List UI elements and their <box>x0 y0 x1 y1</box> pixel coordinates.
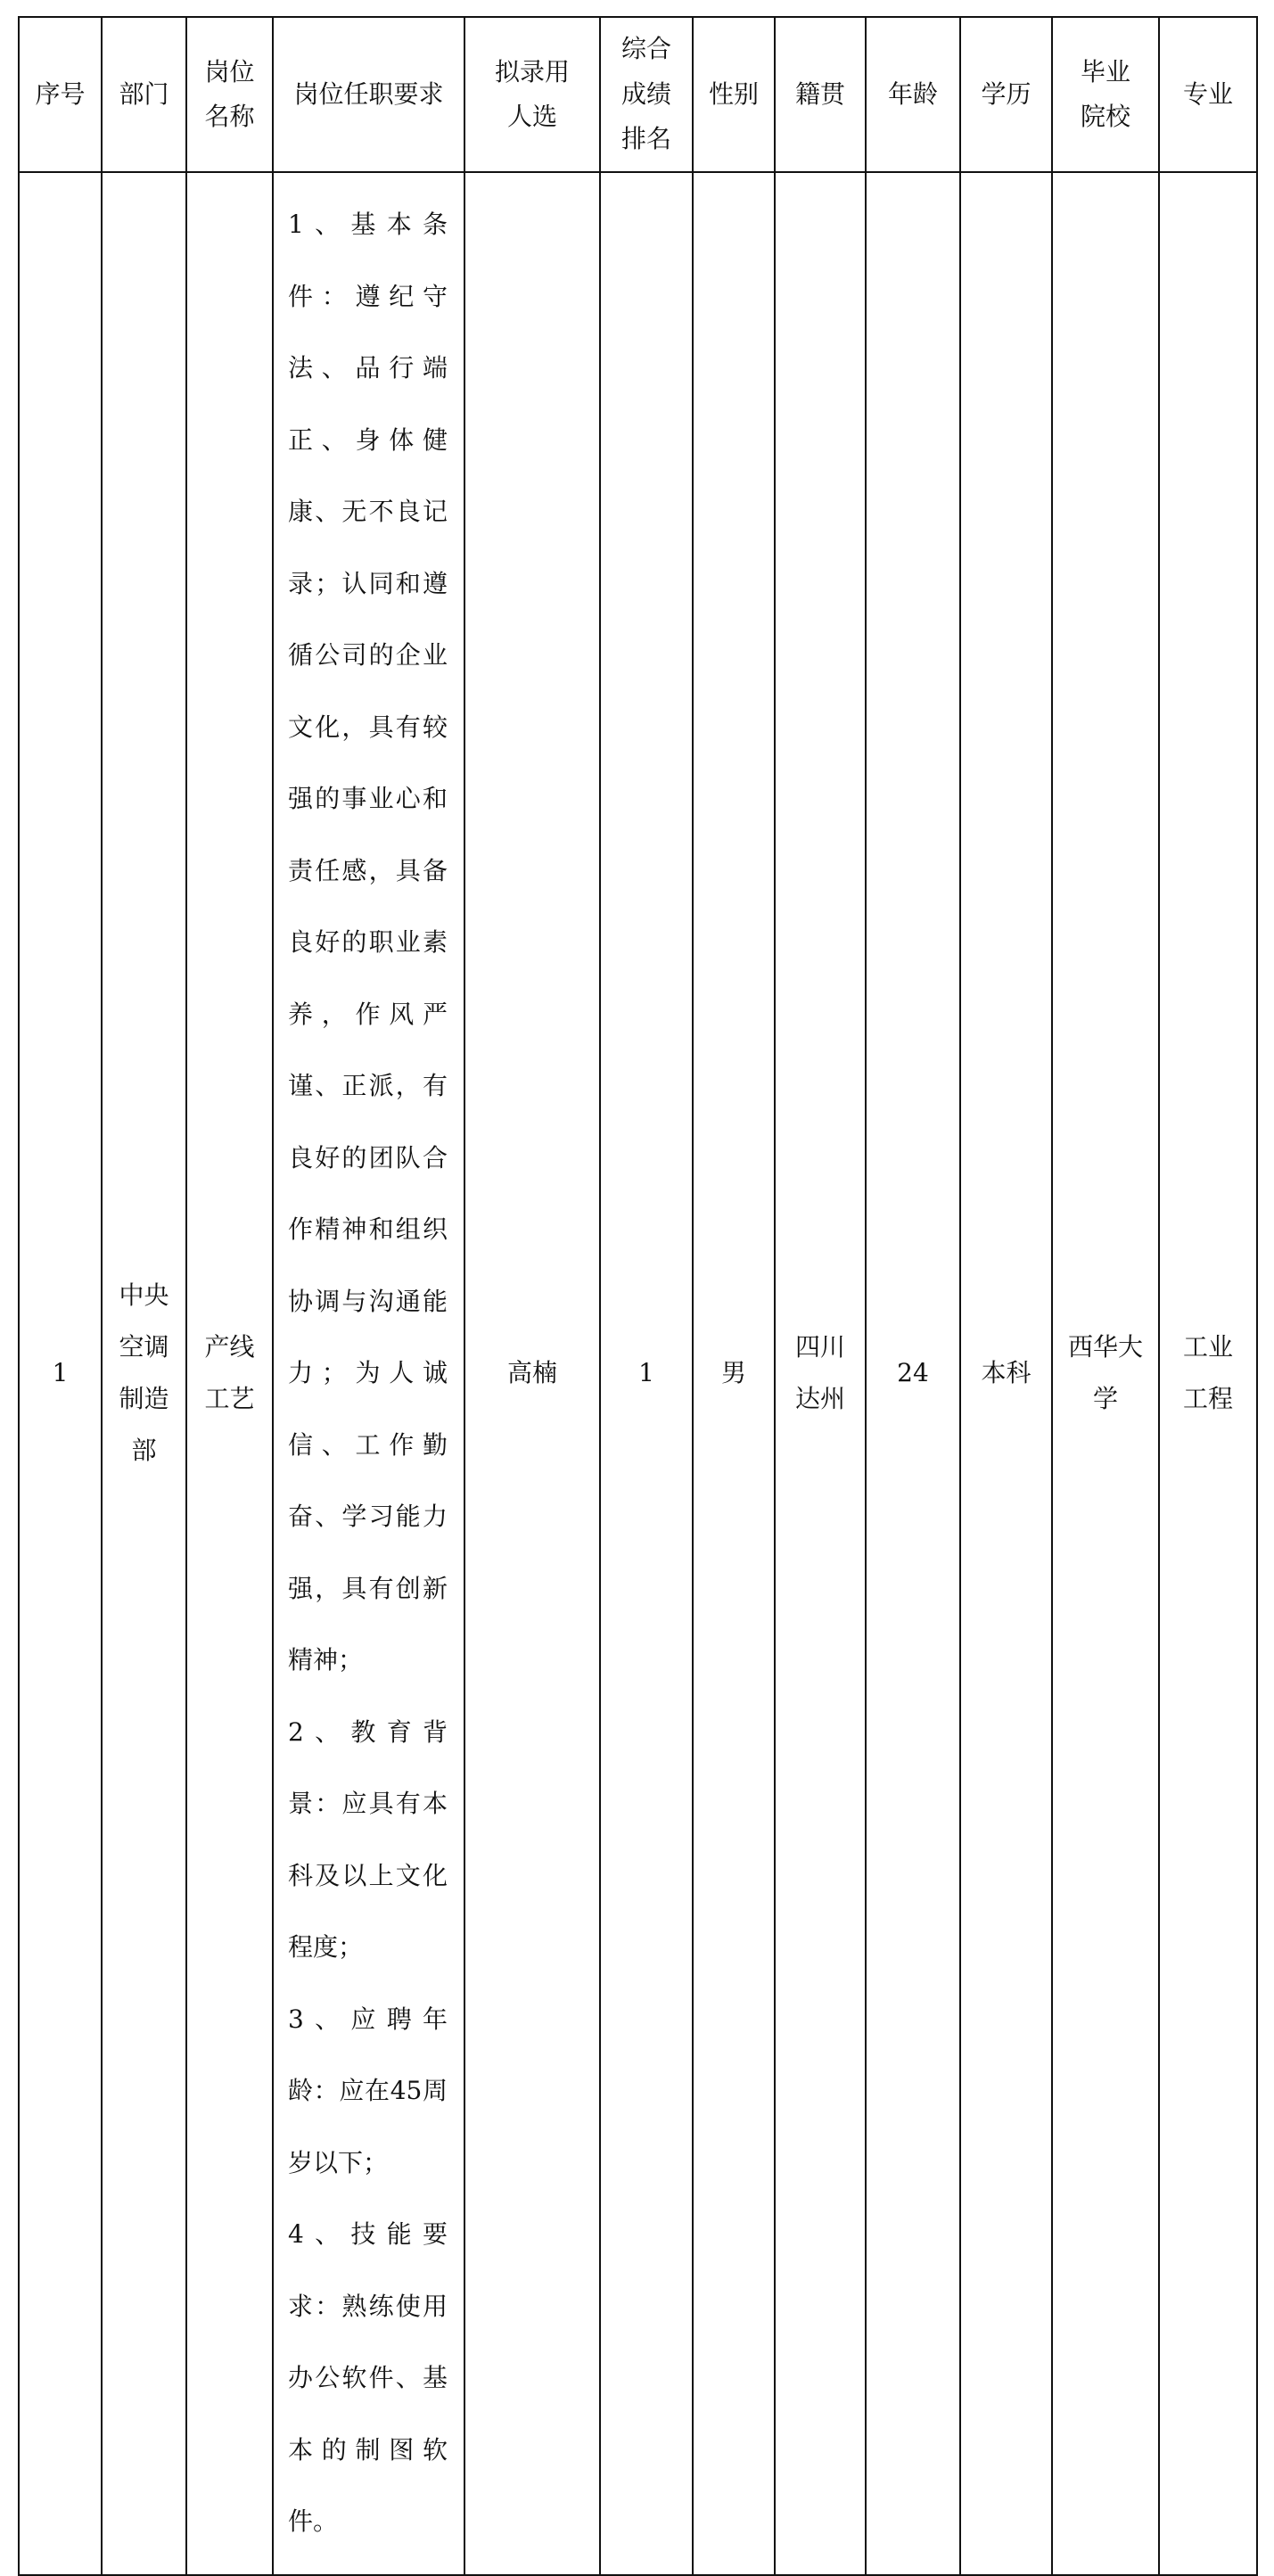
cell-major <box>1159 172 1257 2575</box>
header-post-name-line: 岗位 <box>204 56 255 86</box>
requirement-item: 4、技能要求：熟练使用办公软件、基本的制图软件。 <box>288 2219 448 2536</box>
header-row <box>19 17 1257 172</box>
header-gender: 性别 <box>693 17 775 172</box>
requirement-item: 1、基本条件：遵纪守法、品行端正、身体健康、无不良记录；认同和遵循公司的企业文化，具有较强的事业心和责任感，具备良好的职业素养，作风严谨、正派，有良好的团队合作精神和组织协调与沟通能力；为人诚信、工作勤奋、学习能力强，具有创新精神； <box>288 210 448 1675</box>
cell-gender: 男 <box>693 172 775 2575</box>
header-school <box>1052 17 1159 172</box>
header-age: 年龄 <box>866 17 960 172</box>
cell-school <box>1052 172 1159 2575</box>
header-school-line: 毕业 <box>1080 56 1130 86</box>
cell-ranking: 1 <box>600 172 693 2575</box>
cell-requirements <box>273 172 464 2575</box>
header-requirements: 岗位任职要求 <box>273 17 464 172</box>
table-row <box>19 172 1257 2575</box>
cell-dept <box>102 172 186 2575</box>
header-seq: 序号 <box>19 17 102 172</box>
cell-dept-line: 部 <box>131 1436 157 1466</box>
header-major: 专业 <box>1159 17 1257 172</box>
header-school-line: 院校 <box>1080 102 1130 131</box>
header-dept: 部门 <box>102 17 186 172</box>
cell-post-name <box>186 172 273 2575</box>
cell-candidate: 高楠 <box>464 172 600 2575</box>
header-post-name <box>186 17 273 172</box>
cell-post-name-line: 产线 <box>204 1332 255 1362</box>
header-ranking-line: 排名 <box>621 124 671 154</box>
cell-school-line: 学 <box>1092 1384 1118 1414</box>
header-candidate-line: 人选 <box>506 102 557 131</box>
header-candidate-line: 拟录用 <box>494 56 570 86</box>
cell-seq: 1 <box>19 172 102 2575</box>
cell-school-line: 西华大 <box>1067 1332 1143 1362</box>
cell-major-line: 工程 <box>1182 1384 1233 1414</box>
cell-age: 24 <box>866 172 960 2575</box>
header-education: 学历 <box>960 17 1052 172</box>
cell-origin <box>775 172 866 2575</box>
cell-origin-line: 达州 <box>794 1384 845 1414</box>
cell-origin-line: 四川 <box>794 1332 845 1362</box>
cell-dept-line: 中央 <box>119 1280 169 1311</box>
header-ranking-line: 综合 <box>621 34 671 64</box>
header-ranking <box>600 17 693 172</box>
header-ranking-line: 成绩 <box>621 78 671 109</box>
cell-dept-line: 空调 <box>119 1332 169 1362</box>
cell-post-name-line: 工艺 <box>204 1384 255 1414</box>
cell-dept-line: 制造 <box>119 1384 169 1414</box>
header-post-name-line: 名称 <box>204 102 255 131</box>
recruitment-table <box>18 16 1258 2576</box>
header-candidate <box>464 17 600 172</box>
header-origin: 籍贯 <box>775 17 866 172</box>
cell-major-line: 工业 <box>1182 1332 1233 1362</box>
requirement-item: 2、教育背景：应具有本科及以上文化程度； <box>288 1716 448 1962</box>
recruitment-table-wrapper <box>18 16 1256 2541</box>
requirement-item: 3、应聘年龄：应在45周岁以下； <box>288 2004 448 2177</box>
cell-education: 本科 <box>960 172 1052 2575</box>
